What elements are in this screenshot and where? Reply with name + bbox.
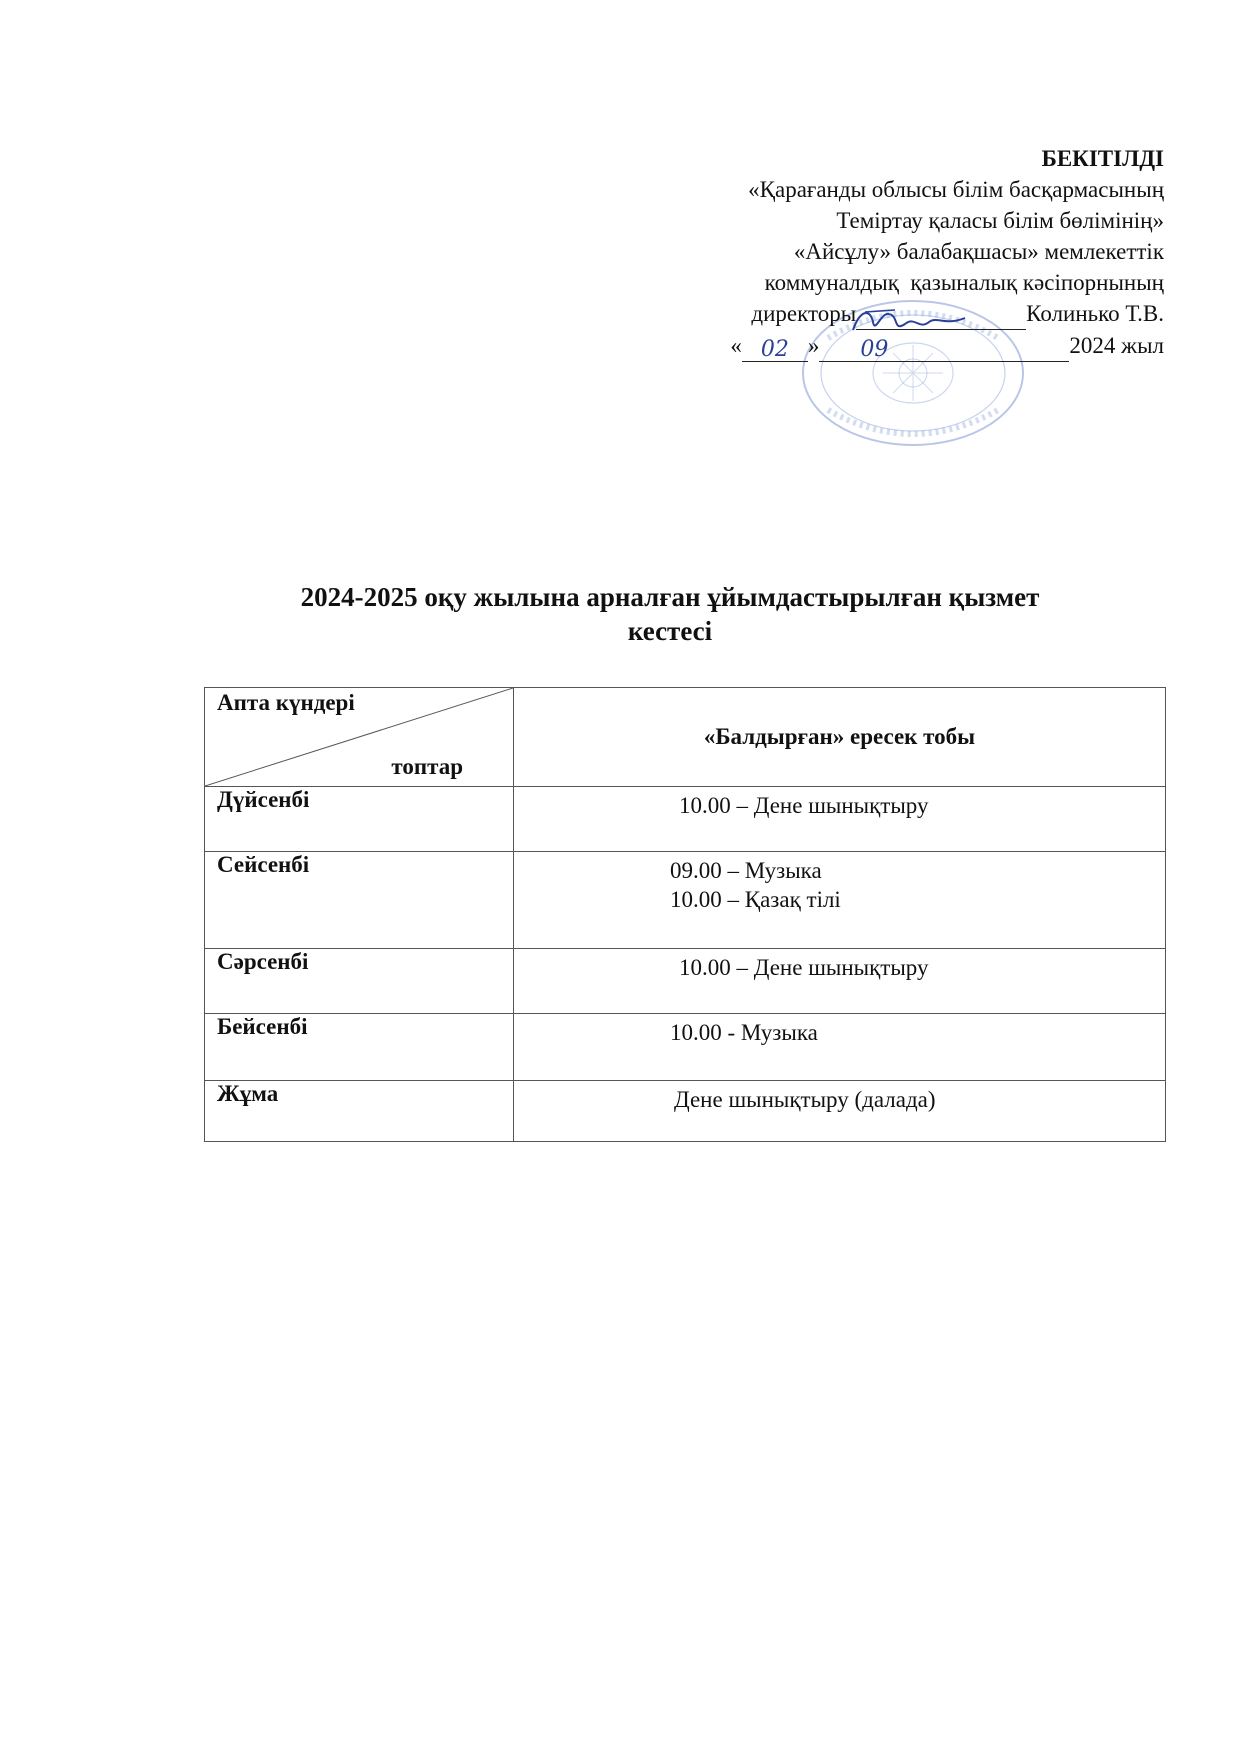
- date-day: 02: [760, 337, 789, 362]
- approval-line: «Айсұлу» балабақшасы» мемлекеттік: [793, 239, 1164, 264]
- date-year: 2024 жыл: [1069, 333, 1164, 358]
- director-name: Колинько Т.В.: [1026, 301, 1164, 326]
- activity-cell: [514, 787, 1166, 852]
- table-row: [205, 852, 1166, 949]
- header-groups-label: топтар: [391, 754, 463, 779]
- date-month: 09: [860, 337, 889, 362]
- activity-cell: [514, 852, 1166, 949]
- activity-item: 09.00 – Музыка: [670, 858, 822, 883]
- table-row: [205, 787, 1166, 852]
- date-day-blank: [742, 330, 808, 362]
- group-name-cell: «Балдырған» ересек тобы: [514, 688, 1166, 787]
- table-row: [205, 1014, 1166, 1081]
- activity-item: 10.00 - Музыка: [670, 1020, 818, 1045]
- header-diagonal-cell: [205, 688, 514, 787]
- activity-cell: [514, 1081, 1166, 1142]
- activity-item: Дене шынықтыру (далада): [674, 1087, 936, 1112]
- header-days-label: Апта күндері: [217, 690, 355, 715]
- table-header-row: [205, 688, 1166, 787]
- table-row: [205, 949, 1166, 1014]
- director-label: директоры: [751, 301, 857, 326]
- director-signature: [845, 300, 975, 342]
- title-line: кестесі: [627, 616, 713, 646]
- date-close-quote: »: [807, 333, 820, 358]
- day-cell: Сәрсенбі: [205, 949, 514, 1014]
- day-cell: Бейсенбі: [205, 1014, 514, 1081]
- title-line: 2024-2025 оқу жылына арналған ұйымдастырылған қызмет: [300, 582, 1040, 612]
- approval-line: «Қарағанды облысы білім басқармасының: [748, 177, 1164, 202]
- approval-heading: БЕКІТІЛДІ: [1041, 146, 1164, 171]
- approval-line: коммуналдық қазыналық кәсіпорнының: [764, 270, 1164, 295]
- activity-cell: [514, 949, 1166, 1014]
- activity-item: 10.00 – Дене шынықтыру: [679, 793, 929, 818]
- day-cell: Дүйсенбі: [205, 787, 514, 852]
- date-open-quote: «: [730, 333, 742, 358]
- day-cell: Жұма: [205, 1081, 514, 1142]
- activity-item: 10.00 – Дене шынықтыру: [679, 955, 929, 980]
- document-title: [200, 580, 1140, 648]
- approval-line: Теміртау қаласы білім бөлімінің»: [836, 208, 1164, 233]
- day-cell: Сейсенбі: [205, 852, 514, 949]
- table-row: [205, 1081, 1166, 1142]
- activity-cell: [514, 1014, 1166, 1081]
- activity-item: 10.00 – Қазақ тілі: [670, 887, 841, 912]
- schedule-table: [204, 687, 1166, 1142]
